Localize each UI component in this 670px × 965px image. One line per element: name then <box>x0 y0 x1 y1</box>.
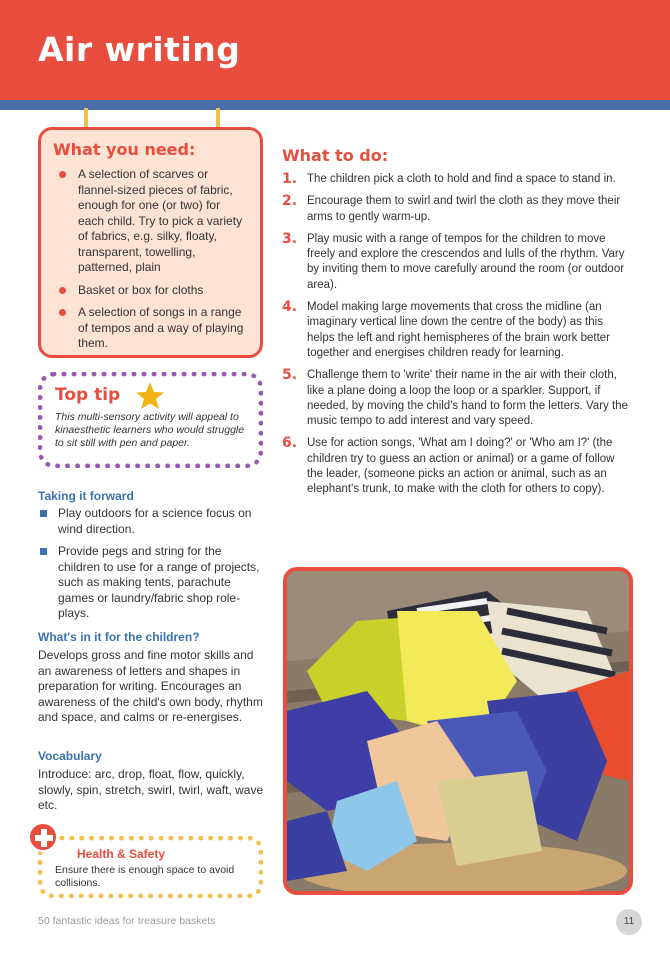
step-item: 1. The children pick a cloth to hold and find a space to stand in. <box>282 171 616 187</box>
children-benefit-text: Develops gross and fine motor skills and an awareness of letters and shapes in preparation for writing. Encourages an awareness of the child's own body, rhythm and space, and calms or re-energises. <box>38 648 263 724</box>
star-icon <box>135 381 165 411</box>
step-item: 5. Challenge them to 'write' their name in the air with their cloth, like a plane doing a loop the loop or a sparkler. Support, if needed, by moving the child's hand to form the letters. Vary the music tempo to add interest and vary speed. <box>282 367 628 428</box>
page-title: Air writing <box>38 30 241 69</box>
step-item: 2. Encourage them to swirl and twirl the cloth as they move their arms to gently warm-up. <box>282 193 621 223</box>
step-item: 3. Play music with a range of tempos for the children to move freely and explore the crescendos and lulls of the rhythm. Vary by inviting them to move carefully around the room (or outdoor area). <box>282 230 625 291</box>
what-you-need-list <box>53 167 248 352</box>
footer-book-title: 50 fantastic ideas for treasure baskets <box>38 915 216 927</box>
taking-it-forward-list <box>38 506 263 629</box>
children-benefit-heading: What's in it for the children? <box>38 630 200 644</box>
bullet-icon <box>59 287 66 294</box>
bullet-icon <box>40 510 47 517</box>
bullet-icon <box>59 309 66 316</box>
vocabulary-heading: Vocabulary <box>38 749 102 763</box>
top-tip-heading: Top tip <box>55 385 121 405</box>
header-stripe <box>0 100 670 110</box>
first-aid-cross-icon <box>28 822 58 852</box>
health-safety-text: Ensure there is enough space to avoid collisions. <box>55 864 235 889</box>
what-to-do-steps <box>282 172 632 505</box>
list-item: A selection of scarves or flannel-sized pieces of fabric, enough for one (or two) for each child. Try to pick a variety of fabrics, e.g. silky, floaty, transparent, towelling, patterned, plain <box>53 167 248 276</box>
top-tip-box <box>38 372 263 468</box>
top-tip-text: This multi-sensory activity will appeal to kinaesthetic learners who would struggle to sit still with pen and paper. <box>55 411 245 449</box>
health-safety-box <box>38 836 263 898</box>
step-item: 4. Model making large movements that cross the midline (an imaginary vertical line down the centre of the body) as this helps the left and right hemispheres of the brain work better together and energises children ready for learning. <box>282 299 611 359</box>
list-item: Provide pegs and string for the children to use for a range of projects, such as making tents, parachute games or laundry/fabric shop role-plays. <box>38 544 263 622</box>
list-item: A selection of songs in a range of tempos and a way of playing them. <box>53 305 248 352</box>
page-number: 11 <box>616 909 642 935</box>
vocabulary-text: Introduce: arc, drop, float, flow, quickly, slowly, spin, stretch, swirl, twirl, waft, wave etc. <box>38 767 264 812</box>
what-you-need-heading: What you need: <box>53 140 196 159</box>
header-banner <box>0 0 670 100</box>
taking-it-forward-heading: Taking it forward <box>38 489 134 503</box>
bullet-icon <box>40 548 47 555</box>
what-you-need-box <box>38 127 263 358</box>
bullet-icon <box>59 171 66 178</box>
fabric-basket-photo <box>283 567 633 895</box>
fabric-basket-illustration <box>287 571 629 891</box>
health-safety-heading: Health & Safety <box>77 847 166 861</box>
step-item: 6. Use for action songs, 'What am I doing?' or 'Who am I?' (the children try to guess an action or animal) or a game of follow the leader, (someone picks an action or animal, such as an elephant's trunk, to make with the cloth for others to copy). <box>282 435 615 496</box>
list-item: Play outdoors for a science focus on wind direction. <box>38 506 263 537</box>
what-to-do-heading: What to do: <box>282 146 389 165</box>
list-item: Basket or box for cloths <box>53 283 248 299</box>
